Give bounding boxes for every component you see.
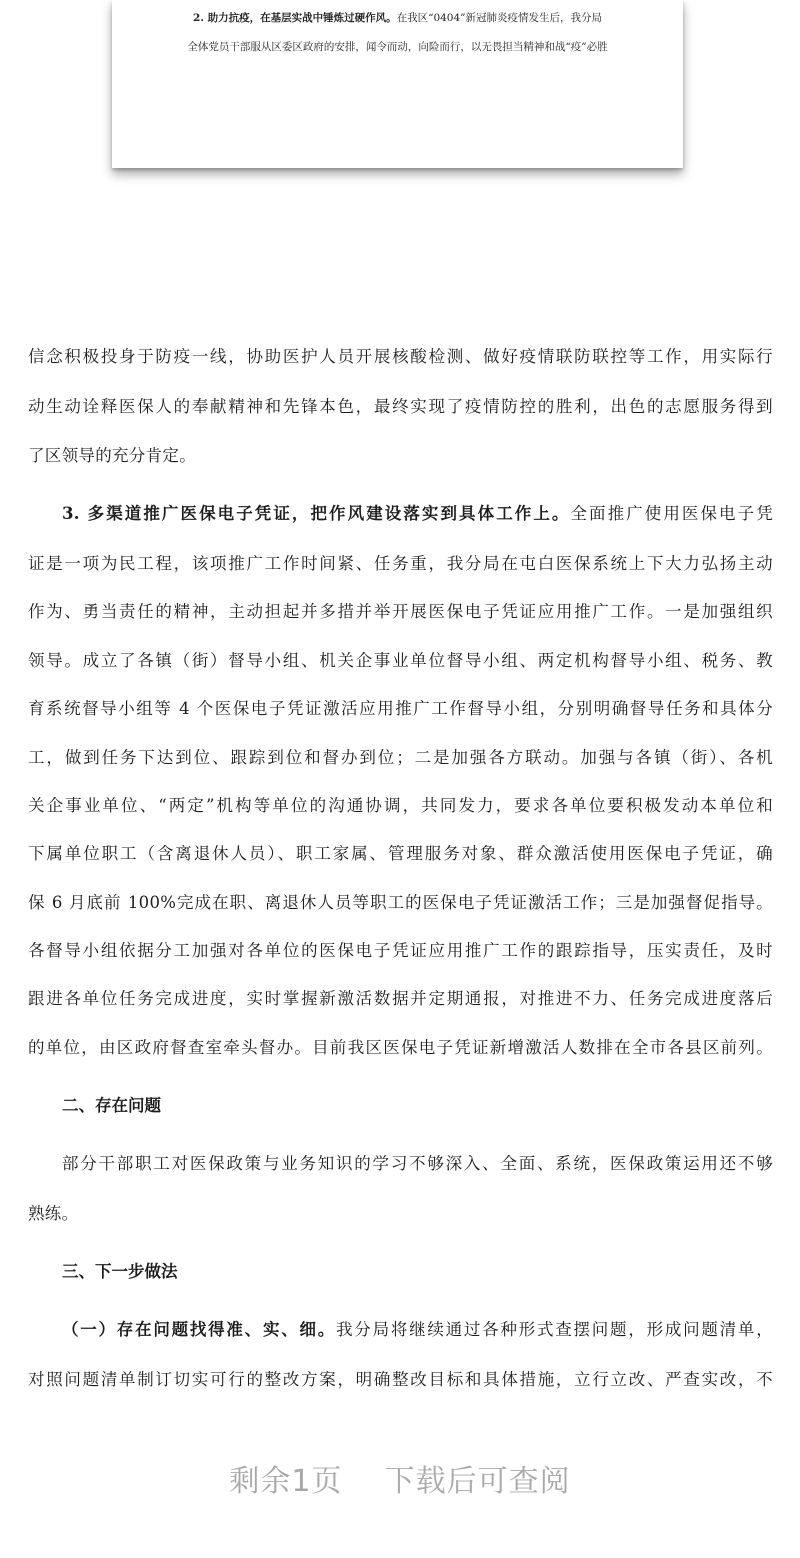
document-preview-card [112, 0, 683, 168]
paragraph-2-line-7: 关企事业单位、“两定”机构等单位的沟通协调，共同发力，要求各单位要积极发动本单位和 [28, 796, 773, 815]
preview-line-1-bold: 2. 助力抗疫，在基层实战中锤炼过硬作风。 [192, 12, 397, 24]
paragraph-2-line-4: 领导。成立了各镇（街）督导小组、机关企事业单位督导小组、两定机构督导小组、税务、教 [28, 651, 773, 670]
paragraph-2-lead: 3. 多渠道推广医保电子凭证，把作风建设落实到具体工作上。 [62, 504, 571, 523]
preview-line-1 [112, 11, 683, 25]
paragraph-2-line-10: 各督导小组依据分工加强对各单位的医保电子凭证应用推广工作的跟踪指导，压实责任，及时 [28, 941, 773, 960]
download-prompt[interactable] [0, 1462, 800, 1502]
paragraph-2-line-1 [62, 503, 773, 525]
paragraph-2-line-9: 保 6 月底前 100%完成在职、离退休人员等职工的医保电子凭证激活工作；三是加强督促指导。 [28, 893, 773, 912]
paragraph-4-line-2: 对照问题清单制订切实可行的整改方案，明确整改目标和具体措施，立行立改、严查实改，不 [28, 1370, 773, 1389]
paragraph-4-lead-rest: 我分局将继续通过各种形式查摆问题，形成问题清单， [336, 1320, 774, 1339]
paragraph-2-line-5: 育系统督导小组等 4 个医保电子凭证激活应用推广工作督导小组，分别明确督导任务和具体分 [28, 699, 773, 718]
paragraph-1-line-3: 了区领导的充分肯定。 [28, 446, 196, 465]
paragraph-2-line-6: 工，做到任务下达到位、跟踪到位和督办到位；二是加强各方联动。加强与各镇（街）、各机 [28, 748, 773, 767]
paragraph-2-line-3: 作为、勇当责任的精神，主动担起并多措并举开展医保电子凭证应用推广工作。一是加强组织 [28, 602, 773, 621]
paragraph-4-line-1 [62, 1319, 773, 1341]
paragraph-2-line-11: 跟进各单位任务完成进度，实时掌握新激活数据并定期通报，对推进不力、任务完成进度落后 [28, 989, 773, 1008]
paragraph-3-line-2: 熟练。 [28, 1204, 79, 1223]
paragraph-1-line-2: 动生动诠释医保人的奉献精神和先锋本色，最终实现了疫情防控的胜利，出色的志愿服务得到 [28, 397, 773, 416]
paragraph-2-line-8: 下属单位职工（含离退休人员）、职工家属、管理服务对象、群众激活使用医保电子凭证，确 [28, 844, 773, 863]
section-heading-2: 二、存在问题 [62, 1096, 161, 1115]
preview-line-2: 全体党员干部服从区委区政府的安排，闻令而动，向险而行，以无畏担当精神和战“疫”必胜 [187, 41, 608, 53]
remaining-pages-label[interactable]: 剩余1页 [229, 1464, 343, 1499]
paragraph-1-line-1: 信念积极投身于防疫一线，协助医护人员开展核酸检测、做好疫情联防联控等工作，用实际行 [28, 347, 773, 366]
preview-line-1-rest: 在我区“0404”新冠肺炎疫情发生后，我分局 [396, 12, 603, 24]
paragraph-2-lead-rest: 全面推广使用医保电子凭 [570, 504, 773, 523]
paragraph-3-line-1: 部分干部职工对医保政策与业务知识的学习不够深入、全面、系统，医保政策运用还不够 [62, 1154, 773, 1173]
paragraph-2-line-12: 的单位，由区政府督查室牵头督办。目前我区医保电子凭证新增激活人数排在全市各县区前列。 [28, 1038, 773, 1057]
paragraph-2-line-2: 证是一项为民工程，该项推广工作时间紧、任务重，我分局在屯白医保系统上下大力弘扬主动 [28, 554, 773, 573]
paragraph-4-lead: （一）存在问题找得准、实、细。 [62, 1320, 337, 1339]
section-heading-3: 三、下一步做法 [62, 1262, 178, 1281]
download-to-view-label[interactable]: 下载后可查阅 [384, 1464, 571, 1499]
